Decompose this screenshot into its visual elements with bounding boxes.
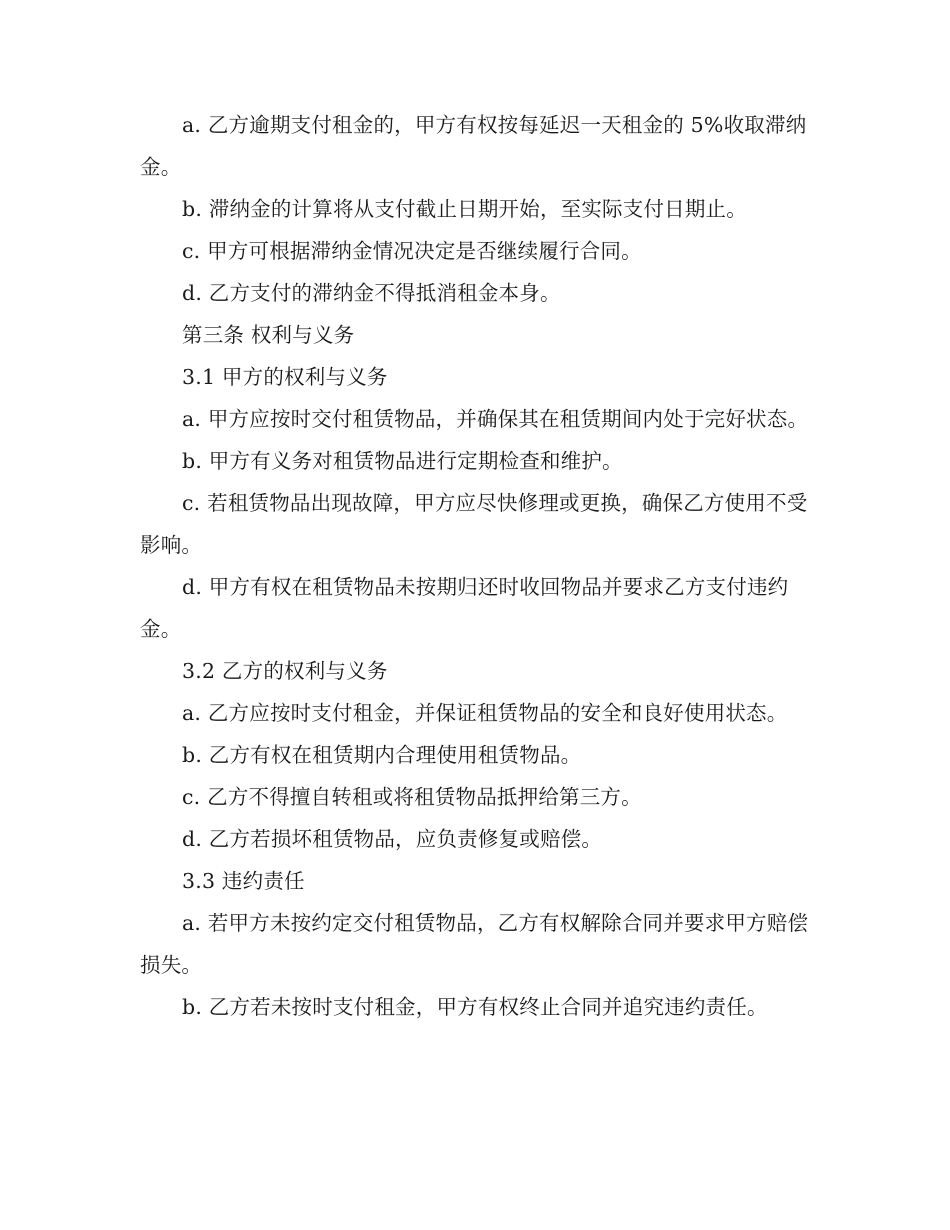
clause-3-3-a: a. 若甲方未按约定交付租赁物品，乙方有权解除合同并要求甲方赔偿损失。 — [140, 911, 809, 977]
clause-3-3-b: b. 乙方若未按时支付租金，甲方有权终止合同并追究违约责任。 — [182, 995, 768, 1019]
clause-late-fee-offset: d. 乙方支付的滞纳金不得抵消租金本身。 — [182, 281, 561, 305]
article-three-heading: 第三条 权利与义务 — [182, 323, 355, 347]
clause-3-1-b: b. 甲方有义务对租赁物品进行定期检查和维护。 — [182, 449, 623, 473]
section-3-3-heading: 3.3 违约责任 — [182, 869, 305, 893]
clause-contract-continuation: c. 甲方可根据滞纳金情况决定是否继续履行合同。 — [182, 239, 642, 263]
clause-3-2-d: d. 乙方若损坏租赁物品，应负责修复或赔偿。 — [182, 827, 603, 851]
clause-3-2-b: b. 乙方有权在租赁期内合理使用租赁物品。 — [182, 743, 582, 767]
section-3-1-heading: 3.1 甲方的权利与义务 — [182, 365, 388, 389]
clause-3-2-a: a. 乙方应按时支付租金，并保证租赁物品的安全和良好使用状态。 — [182, 701, 788, 725]
clause-3-1-c: c. 若租赁物品出现故障，甲方应尽快修理或更换，确保乙方使用不受影响。 — [140, 491, 808, 557]
document-page — [140, 104, 812, 1028]
clause-3-1-d: d. 甲方有权在租赁物品未按期归还时收回物品并要求乙方支付违约金。 — [140, 575, 789, 641]
section-3-2-heading: 3.2 乙方的权利与义务 — [182, 659, 388, 683]
clause-late-fee-rate: a. 乙方逾期支付租金的，甲方有权按每延迟一天租金的 5%收取滞纳金。 — [140, 113, 807, 179]
clause-3-1-a: a. 甲方应按时交付租赁物品，并确保其在租赁期间内处于完好状态。 — [182, 407, 809, 431]
clause-3-2-c: c. 乙方不得擅自转租或将租赁物品抵押给第三方。 — [182, 785, 642, 809]
clause-late-fee-calculation: b. 滞纳金的计算将从支付截止日期开始，至实际支付日期止。 — [182, 197, 747, 221]
